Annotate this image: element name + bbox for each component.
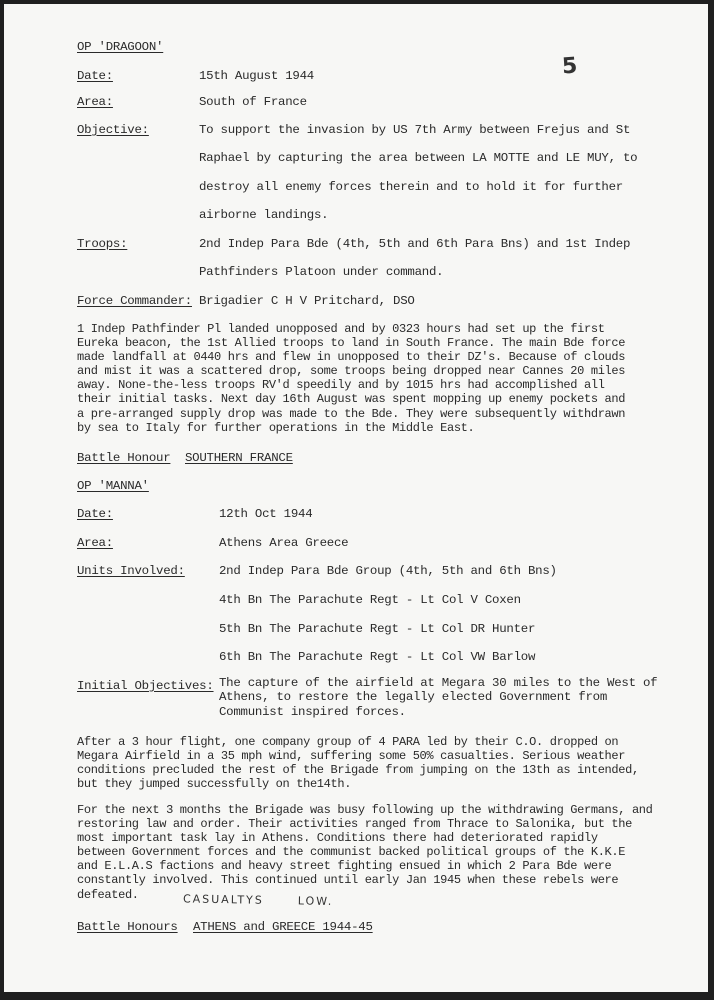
- para-line: defeated.: [77, 887, 139, 902]
- op1-commander-label: Force Commander:: [77, 294, 192, 308]
- op2-honours-label: Battle Honours: [77, 920, 178, 934]
- op1-honour-label: Battle Honour: [77, 451, 171, 465]
- op1-honour: SOUTHERN FRANCE: [185, 451, 293, 465]
- op1-troops-line: 2nd Indep Para Bde (4th, 5th and 6th Para Bns) and 1st Indep: [199, 237, 631, 251]
- para-line: most important task lay in Athens. Conditions there had deteriorated rapidly: [77, 831, 598, 846]
- op2-date-label: Date:: [77, 507, 113, 521]
- op2-area: Athens Area Greece: [219, 536, 349, 550]
- narrative-line: Eureka beacon, the 1st Allied troops to land in South France. The main Bde force: [77, 336, 626, 351]
- op2-objectives-line: Communist inspired forces.: [219, 705, 406, 719]
- op2-para2: [77, 803, 653, 902]
- op2-para1: [77, 735, 639, 791]
- op2-objectives-line: Athens, to restore the legally elected Government from: [219, 690, 608, 704]
- op1-narrative: [77, 322, 625, 435]
- op1-objective-line: airborne landings.: [199, 208, 329, 222]
- op2-unit-line: 6th Bn The Parachute Regt - Lt Col VW Barlow: [219, 650, 536, 664]
- op2-unit-line: 5th Bn The Parachute Regt - Lt Col DR Hunter: [219, 622, 536, 636]
- op2-unit-line: 4th Bn The Parachute Regt - Lt Col V Coxen: [219, 593, 521, 607]
- para-line: between Government forces and the communist backed political groups of the K.K.E: [77, 845, 626, 860]
- op1-troops-line: Pathfinders Platoon under command.: [199, 265, 444, 279]
- op1-area: South of France: [199, 95, 307, 109]
- op2-units-label: Units Involved:: [77, 564, 185, 578]
- op1-objective-line: To support the invasion by US 7th Army between Frejus and St: [199, 123, 631, 137]
- para-line: constantly involved. This continued until early Jan 1945 when these rebels were: [77, 873, 619, 888]
- narrative-line: and mist it was a scattered drop, some troops being dropped near Cannes 20 miles: [77, 364, 626, 379]
- para-line: For the next 3 months the Brigade was busy following up the withdrawing Germans, and: [77, 803, 653, 817]
- op1-title: OP 'DRAGOON': [77, 40, 164, 54]
- op1-commander: Brigadier C H V Pritchard, DSO: [199, 294, 415, 308]
- op2-title: OP 'MANNA': [77, 479, 149, 493]
- op1-objective-line: destroy all enemy forces therein and to hold it for further: [199, 180, 623, 194]
- para-line: Megara Airfield in a 35 mph wind, suffering some 50% casualties. Serious weather: [77, 749, 626, 764]
- para-line: and E.L.A.S factions and heavy street fighting ensued in which 2 Para Bde were: [77, 859, 612, 874]
- op1-date: 15th August 1944: [199, 69, 314, 83]
- op2-area-label: Area:: [77, 536, 113, 550]
- narrative-line: made landfall at 0440 hrs and flew in unopposed to their DZ's. Because of clouds: [77, 350, 626, 365]
- handwritten-word: CASUALTYS: [182, 892, 264, 907]
- page-number: 5: [561, 53, 579, 80]
- op2-objectives-label: Initial Objectives:: [77, 679, 214, 693]
- op2-objectives-line: The capture of the airfield at Megara 30 miles to the West of: [219, 676, 658, 690]
- op1-troops-label: Troops:: [77, 237, 128, 251]
- para-line: conditions precluded the rest of the Brigade from jumping on the 13th as intended,: [77, 763, 639, 778]
- op2-unit-line: 2nd Indep Para Bde Group (4th, 5th and 6th Bns): [219, 564, 557, 578]
- para-line: restoring law and order. Their activities ranged from Thrace to Salonika, but the: [77, 817, 632, 832]
- narrative-line: a pre-arranged supply drop was made to the Bde. They were subsequently withdrawn: [77, 406, 626, 421]
- narrative-line: by sea to Italy for further operations in the Middle East.: [77, 420, 475, 435]
- handwritten-word: LOW.: [297, 894, 334, 909]
- para-line: but they jumped successfully on the14th.: [77, 777, 352, 792]
- op2-date: 12th Oct 1944: [219, 507, 313, 521]
- op1-date-label: Date:: [77, 69, 113, 83]
- op1-area-label: Area:: [77, 95, 113, 109]
- op1-objective-label: Objective:: [77, 123, 149, 137]
- para-line: After a 3 hour flight, one company group of 4 PARA led by their C.O. dropped on: [77, 735, 619, 749]
- narrative-line: away. None-the-less troops RV'd speedily and by 1015 hrs had accomplished all: [77, 378, 605, 393]
- op2-honours: ATHENS and GREECE 1944-45: [193, 920, 373, 934]
- narrative-line: their initial tasks. Next day 16th August was spent mopping up enemy pockets and: [77, 392, 626, 407]
- op1-objective-line: Raphael by capturing the area between LA MOTTE and LE MUY, to: [199, 151, 638, 165]
- narrative-line: 1 Indep Pathfinder Pl landed unopposed and by 0323 hours had set up the first: [77, 322, 605, 336]
